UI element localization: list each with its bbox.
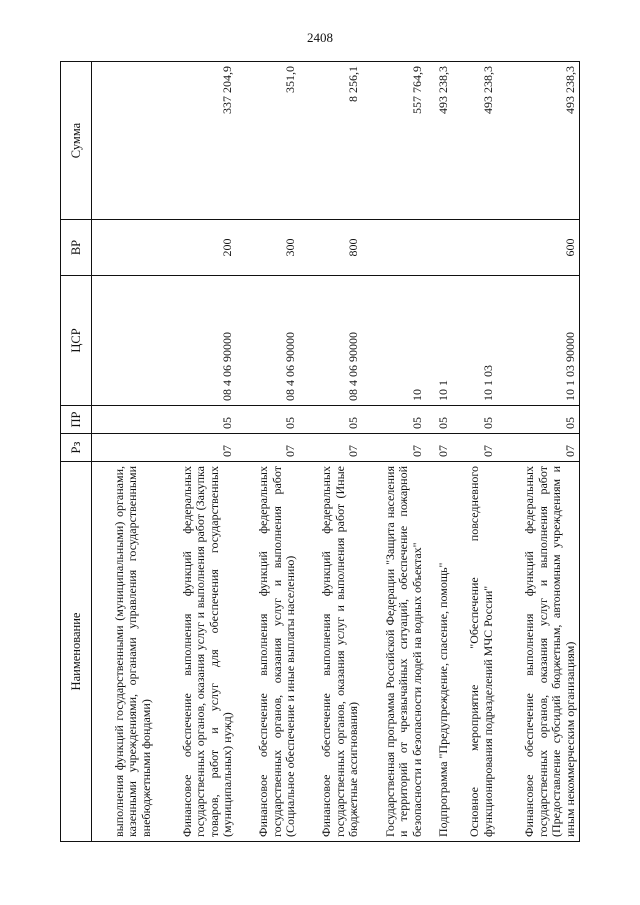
row-rz: 07 xyxy=(237,434,300,462)
header-vr: ВР xyxy=(61,220,92,276)
row-vr: 200 xyxy=(155,220,236,276)
header-csr: ЦСР xyxy=(61,276,92,406)
header-sum: Сумма xyxy=(61,62,92,220)
table-row xyxy=(300,62,363,842)
table-row xyxy=(426,62,452,842)
row-sum: 493 238,3 xyxy=(453,62,498,220)
row-rz: 07 xyxy=(426,434,452,462)
row-sum: 493 238,3 xyxy=(426,62,452,220)
row-rz: 07 xyxy=(300,434,363,462)
row-rz: 07 xyxy=(497,434,579,462)
row-name: Финансовое обеспечение выполнения функций федеральных государственных органов, оказания услуг и выполнения работ (Предоставление субсидий бюджетным, автономным учреждениям и иным некоммерческим организациям) xyxy=(497,462,579,842)
row-name: Подпрограмма "Предупреждение, спасение, помощь" xyxy=(426,462,452,842)
row-vr: 600 xyxy=(497,220,579,276)
row-rz: 07 xyxy=(363,434,426,462)
row-vr: 300 xyxy=(237,220,300,276)
header-name: Наименование xyxy=(61,462,92,842)
row-csr xyxy=(92,276,156,406)
row-name: Финансовое обеспечение выполнения функций федеральных государственных органов, оказания услуг и выполнения работ (Иные бюджетные ассигнования) xyxy=(300,462,363,842)
row-sum: 557 764,9 xyxy=(363,62,426,220)
row-vr xyxy=(363,220,426,276)
row-sum: 351,0 xyxy=(237,62,300,220)
row-name: Государственная программа Российской Федерации "Защита населения и территорий от чрезвычайных ситуаций, обеспечение пожарной безопасности и безопасности людей на водных объектах" xyxy=(363,462,426,842)
row-pr: 05 xyxy=(363,406,426,434)
row-name: Финансовое обеспечение выполнения функций федеральных государственных органов, оказания услуг и выполнения работ (Социальное обеспечение и иные выплаты населению) xyxy=(237,462,300,842)
row-pr: 05 xyxy=(300,406,363,434)
table-row xyxy=(453,62,498,842)
row-pr: 05 xyxy=(237,406,300,434)
table-row xyxy=(363,62,426,842)
budget-table xyxy=(60,61,580,842)
table-row xyxy=(155,62,236,842)
table-row xyxy=(92,62,156,842)
header-rz: Рз xyxy=(61,434,92,462)
row-csr: 10 xyxy=(363,276,426,406)
row-pr: 05 xyxy=(453,406,498,434)
row-name: выполнения функций государственными (муниципальными) органами, казенными учреждениями, органами управления государственными внебюджетными фондами) xyxy=(92,462,156,842)
row-pr: 05 xyxy=(497,406,579,434)
rotated-table-wrapper xyxy=(60,62,580,842)
row-pr xyxy=(92,406,156,434)
row-pr: 05 xyxy=(426,406,452,434)
table-header-row xyxy=(61,62,92,842)
row-rz xyxy=(92,434,156,462)
row-name: Основное мероприятие "Обеспечение повседневного функционирования подразделений МЧС России" xyxy=(453,462,498,842)
table-row xyxy=(237,62,300,842)
row-csr: 08 4 06 90000 xyxy=(155,276,236,406)
row-vr xyxy=(426,220,452,276)
row-rz: 07 xyxy=(155,434,236,462)
row-csr: 10 1 xyxy=(426,276,452,406)
row-pr: 05 xyxy=(155,406,236,434)
row-vr: 800 xyxy=(300,220,363,276)
row-csr: 10 1 03 90000 xyxy=(497,276,579,406)
header-pr: ПР xyxy=(61,406,92,434)
row-vr xyxy=(92,220,156,276)
row-vr xyxy=(453,220,498,276)
page-number: 2408 xyxy=(307,30,333,45)
row-sum: 493 238,3 xyxy=(497,62,579,220)
row-csr: 08 4 06 90000 xyxy=(237,276,300,406)
row-sum xyxy=(92,62,156,220)
row-sum: 337 204,9 xyxy=(155,62,236,220)
row-csr: 10 1 03 xyxy=(453,276,498,406)
row-name: Финансовое обеспечение выполнения функций федеральных государственных органов, оказания услуг и выполнения работ (Закупка товаров, работ и услуг для обеспечения государственных (муниципальных) нужд) xyxy=(155,462,236,842)
row-csr: 08 4 06 90000 xyxy=(300,276,363,406)
table-row xyxy=(497,62,579,842)
row-sum: 8 256,1 xyxy=(300,62,363,220)
row-rz: 07 xyxy=(453,434,498,462)
